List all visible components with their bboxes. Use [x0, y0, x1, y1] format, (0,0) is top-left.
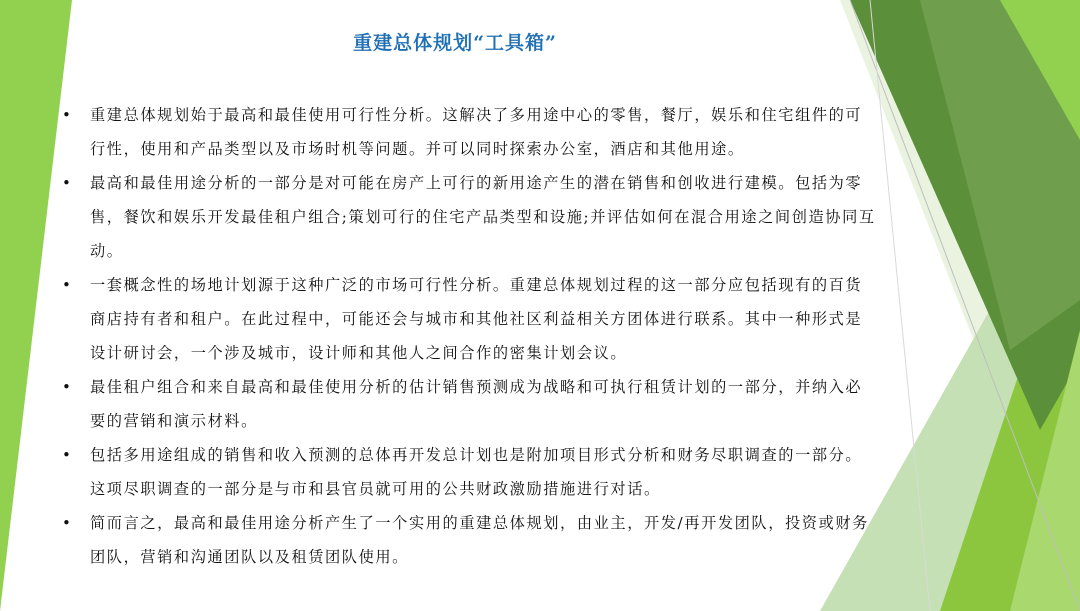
bullet-dot-icon: • — [62, 276, 73, 294]
bullet-item-1 — [58, 98, 878, 166]
slide-title: 重建总体规划“工具箱” — [353, 32, 557, 54]
bullet-item-2 — [58, 166, 878, 268]
bullet-text-4: 最佳租户组合和来自最高和最佳使用分析的估计销售预测成为战略和可执行租赁计划的一部分，并纳入必要的营销和演示材料。 — [90, 378, 863, 430]
bullet-dot-icon: • — [62, 378, 73, 396]
bullet-text-1: 重建总体规划始于最高和最佳使用可行性分析。这解决了多用途中心的零售，餐厅，娱乐和住宅组件的可行性，使用和产品类型以及市场时机等问题。并可以同时探索办公室，酒店和其他用途。 — [90, 106, 863, 158]
content-area — [58, 98, 878, 574]
bullet-dot-icon: • — [62, 514, 73, 532]
bullet-text-5: 包括多用途组成的销售和收入预测的总体再开发总计划也是附加项目形式分析和财务尽职调查的一部分。这项尽职调查的一部分是与市和县官员就可用的公共财政激励措施进行对话。 — [90, 446, 863, 498]
bullet-item-5 — [58, 438, 878, 506]
bullet-dot-icon: • — [62, 446, 73, 464]
bullet-dot-icon: • — [62, 106, 73, 124]
bullet-text-2: 最高和最佳用途分析的一部分是对可能在房产上可行的新用途产生的潜在销售和创收进行建模。包括为零售，餐饮和娱乐开发最佳租户组合;策划可行的住宅产品类型和设施;并评估如何在混合用途之间创造协同互动。 — [90, 174, 876, 260]
bullet-list — [58, 98, 878, 574]
bullet-text-6: 简而言之，最高和最佳用途分析产生了一个实用的重建总体规划，由业主，开发/再开发团队，投资或财务团队，营销和沟通团队以及租赁团队使用。 — [90, 514, 869, 566]
bullet-item-4 — [58, 370, 878, 438]
bullet-text-3: 一套概念性的场地计划源于这种广泛的市场可行性分析。重建总体规划过程的这一部分应包括现有的百货商店持有者和租户。在此过程中，可能还会与城市和其他社区利益相关方团体进行联系。其中一种形式是设计研讨会，一个涉及城市，设计师和其他人之间合作的密集计划会议。 — [90, 276, 863, 362]
bullet-dot-icon: • — [62, 174, 73, 192]
bullet-item-3 — [58, 268, 878, 370]
bullet-item-6 — [58, 506, 878, 574]
